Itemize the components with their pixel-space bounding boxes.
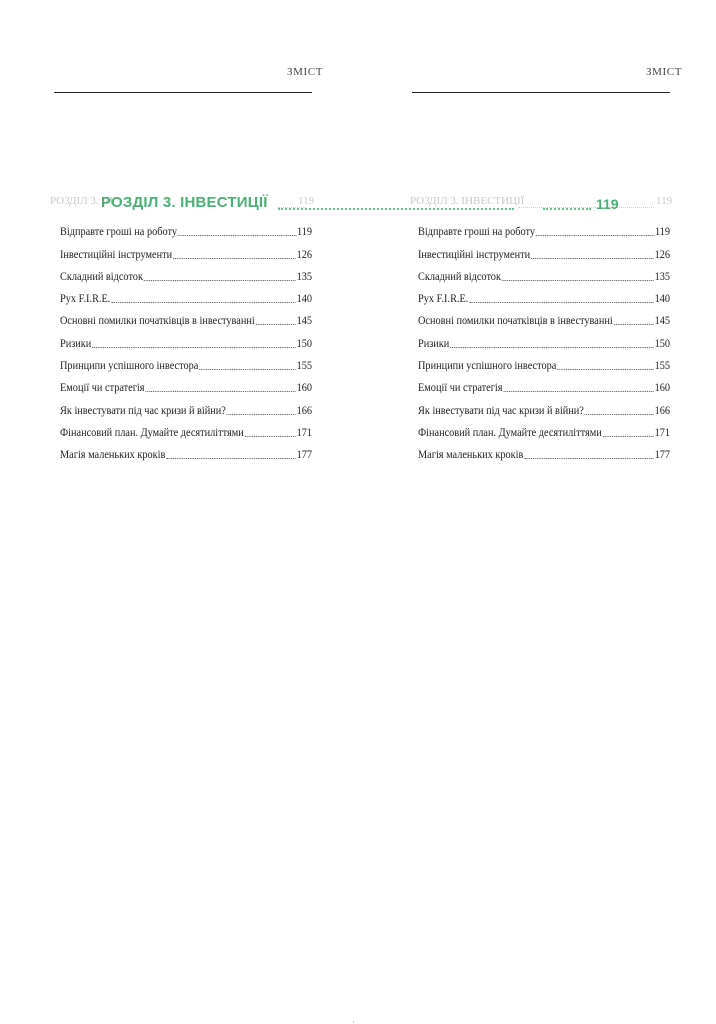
toc-entry-page: 155 [654, 360, 671, 373]
toc-entry[interactable] [60, 373, 312, 395]
toc-dot-leader [256, 324, 296, 325]
toc-dot-leader [503, 391, 653, 392]
header-rule-left [54, 92, 312, 93]
toc-entry-page: 177 [654, 449, 671, 462]
toc-entry-title: Рух F.I.R.E. [60, 293, 111, 306]
toc-dot-leader [557, 369, 653, 370]
toc-dot-leader [145, 391, 295, 392]
toc-entry[interactable] [418, 239, 670, 261]
toc-entry-page: 155 [296, 360, 313, 373]
toc-dot-leader [199, 369, 295, 370]
toc-entry-page: 166 [654, 404, 671, 417]
toc-entry-page: 145 [654, 315, 671, 328]
toc-entry[interactable] [60, 239, 312, 261]
toc-entry[interactable] [418, 217, 670, 239]
ghost-page-right: 119 [656, 195, 673, 207]
toc-entry-page: 150 [296, 337, 313, 350]
toc-entry[interactable] [418, 395, 670, 417]
toc-entry[interactable] [418, 440, 670, 462]
toc-entry-title: Ризики [418, 337, 450, 350]
section-heading-leader-right [543, 208, 591, 210]
toc-entry-title: Складний відсоток [60, 270, 143, 283]
toc-entry[interactable] [418, 284, 670, 306]
toc-entry[interactable] [60, 328, 312, 350]
toc-entry-title: Рух F.I.R.E. [418, 293, 469, 306]
toc-dot-leader [450, 347, 653, 348]
toc-dot-leader [166, 458, 295, 459]
toc-entry-title: Ризики [60, 337, 92, 350]
toc-entry-page: 177 [296, 449, 313, 462]
toc-entry[interactable] [418, 306, 670, 328]
toc-dot-leader [173, 258, 296, 259]
toc-dot-leader [603, 436, 654, 437]
running-header-left: ЗМІСТ [287, 66, 324, 78]
toc-entry-page: 160 [654, 382, 671, 395]
toc-entry-page: 119 [654, 226, 671, 239]
toc-entry[interactable] [418, 262, 670, 284]
header-rule-right [412, 92, 670, 93]
toc-entry[interactable] [60, 262, 312, 284]
toc-entry[interactable] [60, 217, 312, 239]
toc-entry-title: Емоції чи стратегія [418, 382, 503, 395]
toc-dot-leader [245, 436, 296, 437]
toc-dot-leader [502, 280, 654, 281]
toc-dot-leader [614, 324, 654, 325]
toc-dot-leader [469, 302, 653, 303]
toc-list-left [60, 217, 312, 462]
ghost-heading-left: РОЗДІЛ 3. ІН [50, 195, 114, 207]
toc-entry-title: Принципи успішного інвестора [418, 360, 557, 373]
toc-dot-leader [585, 414, 654, 415]
toc-entry[interactable] [60, 351, 312, 373]
toc-entry-title: Принципи успішного інвестора [60, 360, 199, 373]
toc-dot-leader [178, 235, 296, 236]
running-header-right: ЗМІСТ [646, 66, 683, 78]
toc-dot-leader [531, 258, 654, 259]
section-page-number: 119 [596, 196, 619, 212]
toc-entry-page: 140 [296, 293, 313, 306]
ghost-heading-right: РОЗДІЛ 3. ІНВЕСТИЦІЇ [410, 195, 525, 207]
toc-entry[interactable] [60, 440, 312, 462]
toc-entry[interactable] [60, 306, 312, 328]
toc-entry[interactable] [60, 418, 312, 440]
toc-entry-page: 119 [296, 226, 313, 239]
toc-entry-page: 145 [296, 315, 313, 328]
toc-entry-page: 140 [654, 293, 671, 306]
toc-entry-page: 171 [296, 426, 313, 439]
toc-entry-title: Відправте гроші на роботу [418, 226, 535, 239]
toc-entry[interactable] [418, 328, 670, 350]
toc-entry-title: Магія маленьких кроків [60, 449, 166, 462]
toc-entry[interactable] [418, 351, 670, 373]
toc-entry-page: 150 [654, 337, 671, 350]
toc-entry-page: 126 [654, 248, 671, 261]
toc-entry-title: Основні помилки початківців в інвестуванні [60, 315, 255, 328]
toc-entry-page: 135 [296, 270, 313, 283]
toc-entry-title: Фінансовий план. Думайте десятиліттями [60, 426, 244, 439]
ghost-page-left: 119 [298, 195, 315, 207]
toc-entry[interactable] [418, 373, 670, 395]
toc-entry[interactable] [60, 284, 312, 306]
toc-entry-title: Емоції чи стратегія [60, 382, 145, 395]
toc-entry-title: Фінансовий план. Думайте десятиліттями [418, 426, 602, 439]
section-heading: РОЗДІЛ 3. ІНВЕСТИЦІЇ [101, 194, 268, 211]
toc-dot-leader [227, 414, 296, 415]
toc-entry-page: 171 [654, 426, 671, 439]
toc-entry-page: 166 [296, 404, 313, 417]
toc-entry-title: Основні помилки початківців в інвестуванні [418, 315, 613, 328]
toc-entry-title: Як інвестувати під час кризи й війни? [418, 404, 584, 417]
section-heading-leader [278, 208, 514, 210]
toc-entry-title: Відправте гроші на роботу [60, 226, 177, 239]
toc-entry-page: 126 [296, 248, 313, 261]
toc-entry-title: Складний відсоток [418, 270, 501, 283]
toc-list-right [418, 217, 670, 462]
toc-dot-leader [536, 235, 654, 236]
toc-dot-leader [92, 347, 295, 348]
toc-entry[interactable] [60, 395, 312, 417]
toc-entry-page: 135 [654, 270, 671, 283]
toc-entry[interactable] [418, 418, 670, 440]
toc-dot-leader [144, 280, 296, 281]
toc-entry-title: Інвестиційні інструменти [418, 248, 531, 261]
page-footer-mark: · [352, 1017, 355, 1024]
toc-entry-title: Магія маленьких кроків [418, 449, 524, 462]
toc-dot-leader [111, 302, 295, 303]
toc-entry-page: 160 [296, 382, 313, 395]
toc-entry-title: Інвестиційні інструменти [60, 248, 173, 261]
toc-dot-leader [524, 458, 653, 459]
toc-entry-title: Як інвестувати під час кризи й війни? [60, 404, 226, 417]
